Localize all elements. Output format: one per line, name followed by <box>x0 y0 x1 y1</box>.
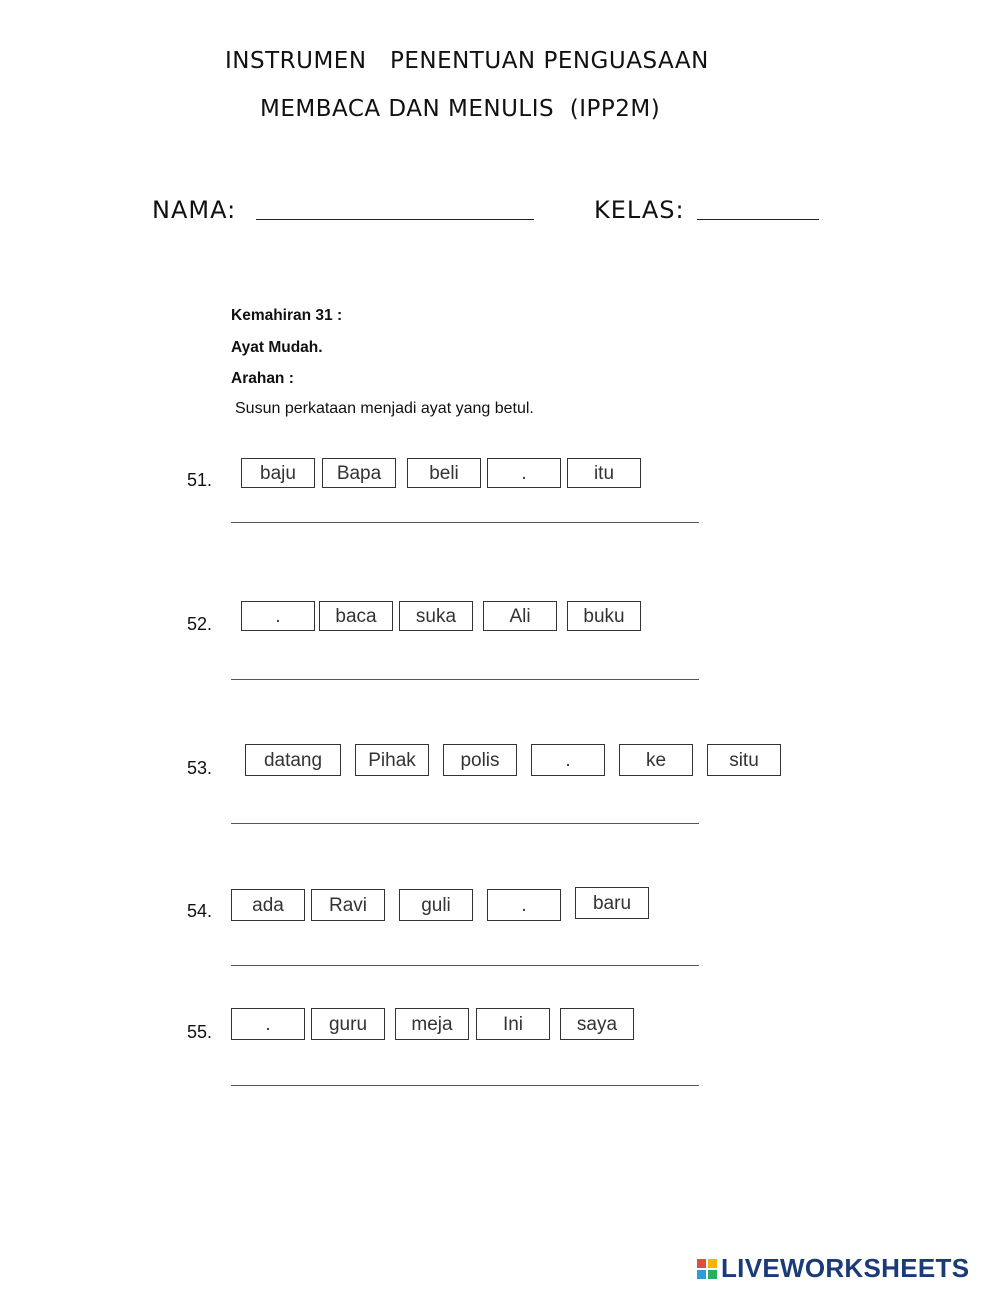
worksheet-title-line2: MEMBACA DAN MENULIS (IPP2M) <box>260 96 661 122</box>
logo-text: LIVEWORKSHEETS <box>721 1253 970 1283</box>
word-box[interactable]: ada <box>231 889 305 921</box>
word-box[interactable]: itu <box>567 458 641 488</box>
word-box[interactable]: guru <box>311 1008 385 1040</box>
word-box[interactable]: ke <box>619 744 693 776</box>
logo-square <box>708 1270 717 1279</box>
word-box[interactable]: Ali <box>483 601 557 631</box>
word-box[interactable]: saya <box>560 1008 634 1040</box>
question-number: 53. <box>187 758 213 778</box>
answer-line[interactable] <box>231 965 699 966</box>
word-box[interactable]: baca <box>319 601 393 631</box>
word-box[interactable]: datang <box>245 744 341 776</box>
word-box[interactable]: baru <box>575 887 649 919</box>
kemahiran-heading: Kemahiran 31 : <box>231 307 343 324</box>
word-box[interactable]: situ <box>707 744 781 776</box>
word-box[interactable]: Ini <box>476 1008 550 1040</box>
answer-line[interactable] <box>231 823 699 824</box>
word-box[interactable]: guli <box>399 889 473 921</box>
word-box[interactable]: Pihak <box>355 744 429 776</box>
word-box[interactable]: Ravi <box>311 889 385 921</box>
answer-line[interactable] <box>231 1085 699 1086</box>
kelas-input-line[interactable] <box>697 219 819 220</box>
question-number: 54. <box>187 901 213 921</box>
word-box[interactable]: buku <box>567 601 641 631</box>
word-box[interactable]: suka <box>399 601 473 631</box>
word-box[interactable]: . <box>531 744 605 776</box>
logo-square <box>708 1259 717 1268</box>
word-box[interactable]: . <box>241 601 315 631</box>
question-number: 55. <box>187 1022 213 1042</box>
instruction-text: Susun perkataan menjadi ayat yang betul. <box>235 400 534 417</box>
word-box[interactable]: beli <box>407 458 481 488</box>
arahan-heading: Arahan : <box>231 370 294 387</box>
nama-input-line[interactable] <box>256 219 534 220</box>
answer-line[interactable] <box>231 679 699 680</box>
nama-label: NAMA: <box>152 196 237 224</box>
word-box[interactable]: baju <box>241 458 315 488</box>
question-number: 51. <box>187 470 213 490</box>
word-box[interactable]: Bapa <box>322 458 396 488</box>
question-number: 52. <box>187 614 213 634</box>
word-box[interactable]: . <box>231 1008 305 1040</box>
logo-square <box>697 1259 706 1268</box>
logo-mark-icon <box>697 1259 717 1279</box>
liveworksheets-logo <box>697 1253 969 1284</box>
word-box[interactable]: polis <box>443 744 517 776</box>
topic-heading: Ayat Mudah. <box>231 339 323 356</box>
logo-square <box>697 1270 706 1279</box>
word-box[interactable]: . <box>487 889 561 921</box>
kelas-label: KELAS: <box>594 196 685 224</box>
answer-line[interactable] <box>231 522 699 523</box>
worksheet-title-line1: INSTRUMEN PENENTUAN PENGUASAAN <box>225 48 709 74</box>
word-box[interactable]: . <box>487 458 561 488</box>
word-box[interactable]: meja <box>395 1008 469 1040</box>
